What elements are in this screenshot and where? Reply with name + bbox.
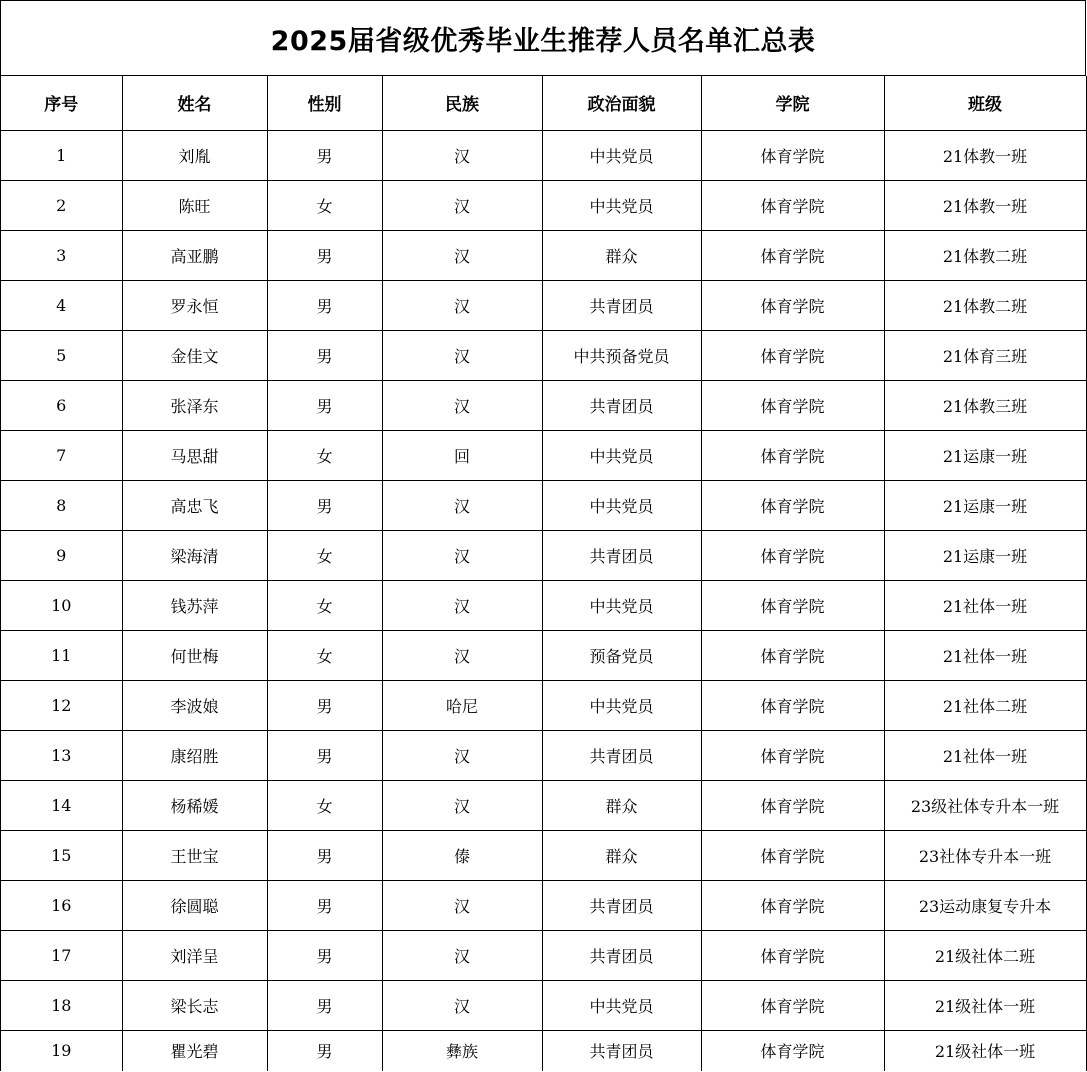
table-row [1, 430, 1086, 480]
cell-gender: 女 [267, 530, 382, 580]
cell-college: 体育学院 [701, 1030, 884, 1071]
cell-name: 梁海清 [122, 530, 267, 580]
cell-index: 3 [1, 230, 122, 280]
cell-political-status: 中共党员 [542, 980, 701, 1030]
cell-college: 体育学院 [701, 680, 884, 730]
cell-college: 体育学院 [701, 280, 884, 330]
cell-index: 8 [1, 480, 122, 530]
cell-college: 体育学院 [701, 180, 884, 230]
cell-gender: 男 [267, 380, 382, 430]
cell-class: 21运康一班 [884, 430, 1086, 480]
cell-name: 高忠飞 [122, 480, 267, 530]
cell-index: 7 [1, 430, 122, 480]
cell-ethnicity: 汉 [382, 630, 542, 680]
table-row [1, 580, 1086, 630]
cell-class: 21社体一班 [884, 580, 1086, 630]
cell-political-status: 共青团员 [542, 730, 701, 780]
table-row [1, 480, 1086, 530]
cell-gender: 女 [267, 630, 382, 680]
cell-college: 体育学院 [701, 780, 884, 830]
header-political-status: 政治面貌 [542, 76, 701, 130]
cell-ethnicity: 汉 [382, 530, 542, 580]
cell-political-status: 群众 [542, 780, 701, 830]
cell-name: 梁长志 [122, 980, 267, 1030]
cell-class: 23社体专升本一班 [884, 830, 1086, 880]
cell-gender: 女 [267, 580, 382, 630]
header-gender: 性别 [267, 76, 382, 130]
cell-political-status: 共青团员 [542, 880, 701, 930]
table-row [1, 730, 1086, 780]
cell-class: 21级社体二班 [884, 930, 1086, 980]
cell-gender: 女 [267, 430, 382, 480]
header-row [1, 76, 1086, 130]
cell-index: 16 [1, 880, 122, 930]
table-row [1, 1030, 1086, 1071]
cell-political-status: 中共党员 [542, 580, 701, 630]
cell-political-status: 共青团员 [542, 1030, 701, 1071]
cell-college: 体育学院 [701, 580, 884, 630]
cell-gender: 女 [267, 180, 382, 230]
cell-gender: 男 [267, 830, 382, 880]
cell-class: 21运康一班 [884, 480, 1086, 530]
cell-index: 10 [1, 580, 122, 630]
cell-political-status: 中共党员 [542, 680, 701, 730]
cell-gender: 男 [267, 130, 382, 180]
roster-table [1, 76, 1087, 1071]
cell-gender: 男 [267, 280, 382, 330]
table-row [1, 830, 1086, 880]
cell-index: 13 [1, 730, 122, 780]
table-body [1, 130, 1086, 1071]
table-row [1, 530, 1086, 580]
cell-political-status: 共青团员 [542, 380, 701, 430]
cell-name: 陈旺 [122, 180, 267, 230]
cell-ethnicity: 汉 [382, 730, 542, 780]
cell-class: 21级社体一班 [884, 1030, 1086, 1071]
cell-name: 李波娘 [122, 680, 267, 730]
cell-class: 21社体一班 [884, 730, 1086, 780]
header-college: 学院 [701, 76, 884, 130]
cell-class: 21社体一班 [884, 630, 1086, 680]
cell-index: 2 [1, 180, 122, 230]
cell-college: 体育学院 [701, 880, 884, 930]
cell-ethnicity: 汉 [382, 780, 542, 830]
cell-class: 21体教二班 [884, 230, 1086, 280]
cell-political-status: 群众 [542, 830, 701, 880]
cell-name: 张泽东 [122, 380, 267, 430]
table-row [1, 330, 1086, 380]
cell-gender: 男 [267, 730, 382, 780]
cell-class: 23运动康复专升本 [884, 880, 1086, 930]
cell-class: 21体教一班 [884, 130, 1086, 180]
cell-name: 瞿光碧 [122, 1030, 267, 1071]
cell-political-status: 共青团员 [542, 280, 701, 330]
cell-class: 21社体二班 [884, 680, 1086, 730]
cell-index: 9 [1, 530, 122, 580]
cell-class: 21体育三班 [884, 330, 1086, 380]
cell-gender: 男 [267, 680, 382, 730]
cell-name: 徐圆聪 [122, 880, 267, 930]
cell-political-status: 预备党员 [542, 630, 701, 680]
cell-college: 体育学院 [701, 230, 884, 280]
cell-gender: 男 [267, 480, 382, 530]
table-row [1, 880, 1086, 930]
cell-ethnicity: 汉 [382, 880, 542, 930]
cell-ethnicity: 汉 [382, 580, 542, 630]
cell-ethnicity: 傣 [382, 830, 542, 880]
cell-index: 4 [1, 280, 122, 330]
cell-index: 12 [1, 680, 122, 730]
cell-ethnicity: 汉 [382, 980, 542, 1030]
cell-political-status: 中共预备党员 [542, 330, 701, 380]
cell-ethnicity: 汉 [382, 180, 542, 230]
cell-political-status: 中共党员 [542, 180, 701, 230]
cell-political-status: 群众 [542, 230, 701, 280]
cell-ethnicity: 汉 [382, 380, 542, 430]
cell-ethnicity: 汉 [382, 330, 542, 380]
cell-index: 1 [1, 130, 122, 180]
table-row [1, 980, 1086, 1030]
cell-college: 体育学院 [701, 930, 884, 980]
cell-index: 19 [1, 1030, 122, 1071]
cell-ethnicity: 回 [382, 430, 542, 480]
cell-political-status: 共青团员 [542, 930, 701, 980]
cell-ethnicity: 汉 [382, 930, 542, 980]
cell-ethnicity: 汉 [382, 480, 542, 530]
cell-gender: 女 [267, 780, 382, 830]
cell-political-status: 中共党员 [542, 130, 701, 180]
cell-name: 何世梅 [122, 630, 267, 680]
cell-index: 11 [1, 630, 122, 680]
cell-name: 王世宝 [122, 830, 267, 880]
cell-class: 23级社体专升本一班 [884, 780, 1086, 830]
cell-college: 体育学院 [701, 130, 884, 180]
cell-college: 体育学院 [701, 630, 884, 680]
cell-gender: 男 [267, 980, 382, 1030]
table-row [1, 280, 1086, 330]
cell-index: 15 [1, 830, 122, 880]
cell-college: 体育学院 [701, 380, 884, 430]
cell-name: 刘洋呈 [122, 930, 267, 980]
cell-ethnicity: 彝族 [382, 1030, 542, 1071]
cell-gender: 男 [267, 230, 382, 280]
cell-name: 刘胤 [122, 130, 267, 180]
cell-gender: 男 [267, 1030, 382, 1071]
table-row [1, 780, 1086, 830]
cell-ethnicity: 汉 [382, 230, 542, 280]
cell-name: 马思甜 [122, 430, 267, 480]
cell-index: 18 [1, 980, 122, 1030]
cell-index: 5 [1, 330, 122, 380]
cell-college: 体育学院 [701, 980, 884, 1030]
cell-name: 杨稀媛 [122, 780, 267, 830]
cell-class: 21级社体一班 [884, 980, 1086, 1030]
table-row [1, 680, 1086, 730]
cell-name: 罗永恒 [122, 280, 267, 330]
header-class: 班级 [884, 76, 1086, 130]
cell-class: 21体教一班 [884, 180, 1086, 230]
header-index: 序号 [1, 76, 122, 130]
cell-ethnicity: 汉 [382, 280, 542, 330]
table-row [1, 930, 1086, 980]
cell-gender: 男 [267, 930, 382, 980]
cell-class: 21体教二班 [884, 280, 1086, 330]
table-row [1, 180, 1086, 230]
cell-political-status: 共青团员 [542, 530, 701, 580]
cell-index: 6 [1, 380, 122, 430]
sheet-title: 2025届省级优秀毕业生推荐人员名单汇总表 [1, 1, 1086, 76]
cell-college: 体育学院 [701, 530, 884, 580]
cell-college: 体育学院 [701, 330, 884, 380]
cell-gender: 男 [267, 330, 382, 380]
cell-gender: 男 [267, 880, 382, 930]
cell-college: 体育学院 [701, 430, 884, 480]
table-row [1, 630, 1086, 680]
cell-name: 金佳文 [122, 330, 267, 380]
cell-political-status: 中共党员 [542, 480, 701, 530]
cell-ethnicity: 哈尼 [382, 680, 542, 730]
table-row [1, 230, 1086, 280]
cell-name: 康绍胜 [122, 730, 267, 780]
cell-college: 体育学院 [701, 830, 884, 880]
cell-index: 14 [1, 780, 122, 830]
table-row [1, 380, 1086, 430]
cell-class: 21运康一班 [884, 530, 1086, 580]
cell-name: 高亚鹏 [122, 230, 267, 280]
table-row [1, 130, 1086, 180]
cell-class: 21体教三班 [884, 380, 1086, 430]
cell-college: 体育学院 [701, 480, 884, 530]
cell-name: 钱苏萍 [122, 580, 267, 630]
cell-ethnicity: 汉 [382, 130, 542, 180]
header-ethnicity: 民族 [382, 76, 542, 130]
cell-political-status: 中共党员 [542, 430, 701, 480]
cell-index: 17 [1, 930, 122, 980]
cell-college: 体育学院 [701, 730, 884, 780]
header-name: 姓名 [122, 76, 267, 130]
